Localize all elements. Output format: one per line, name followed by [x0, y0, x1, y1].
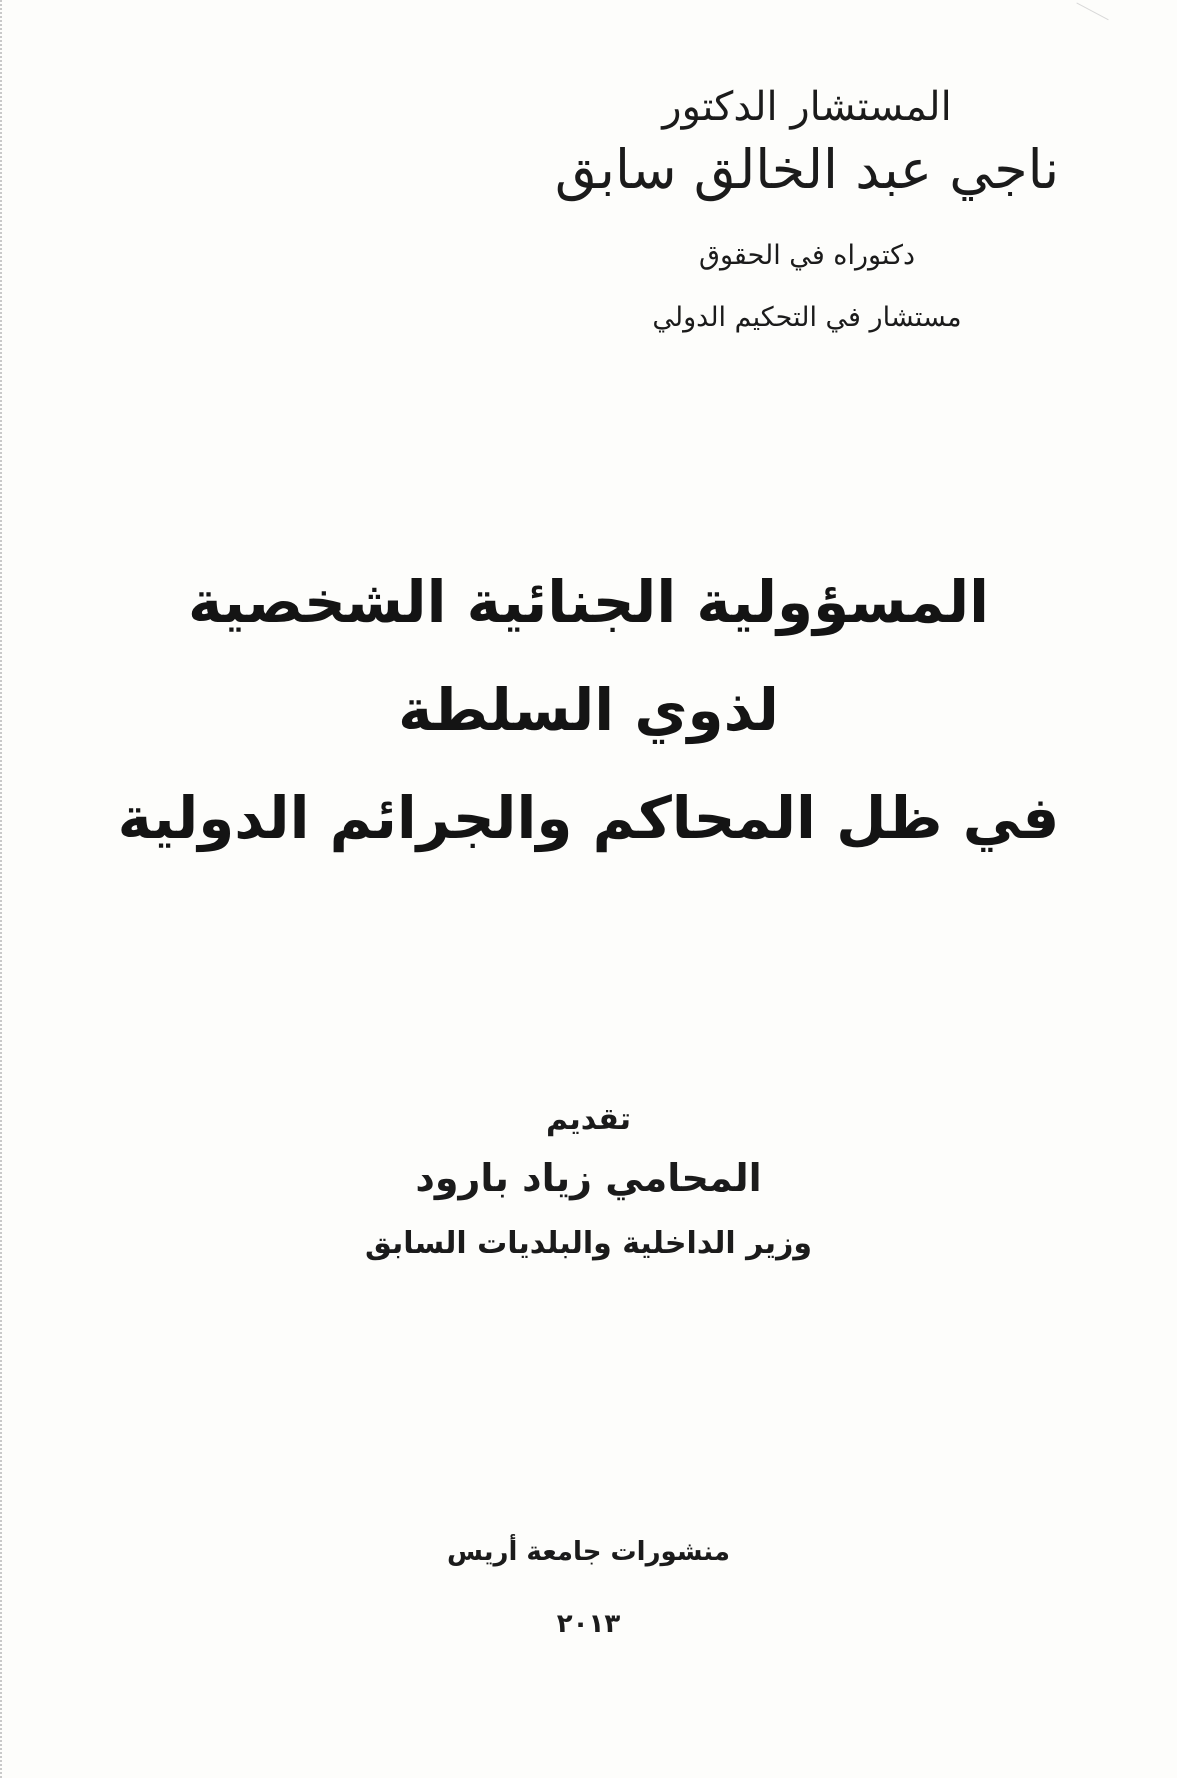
- author-name: ناجي عبد الخالق سابق: [554, 138, 1060, 201]
- foreword-label: تقديم: [546, 1102, 631, 1137]
- foreword-block: [200, 1098, 977, 1268]
- foreword-role: وزير الداخلية والبلديات السابق: [365, 1226, 812, 1261]
- title-line-3: في ظل المحاكم والجرائم الدولية: [117, 784, 1060, 852]
- author-role: مستشار في التحكيم الدولي: [652, 302, 962, 333]
- author-block: [547, 80, 1067, 340]
- foreword-name: المحامي زياد بارود: [415, 1156, 762, 1200]
- title-line-1: المسؤولية الجنائية الشخصية: [187, 568, 989, 636]
- publisher-name: منشورات جامعة أريس: [446, 1537, 731, 1567]
- publication-year: ٢٠١٣: [556, 1609, 621, 1639]
- corner-mark: [1076, 0, 1119, 20]
- author-rank: المستشار الدكتور: [662, 84, 952, 130]
- book-title: [100, 548, 1077, 872]
- title-line-2: لذوي السلطة: [398, 676, 779, 744]
- author-degree: دكتوراه في الحقوق: [699, 240, 915, 271]
- scan-edge: [0, 0, 8, 1778]
- publisher-block: [300, 1532, 877, 1644]
